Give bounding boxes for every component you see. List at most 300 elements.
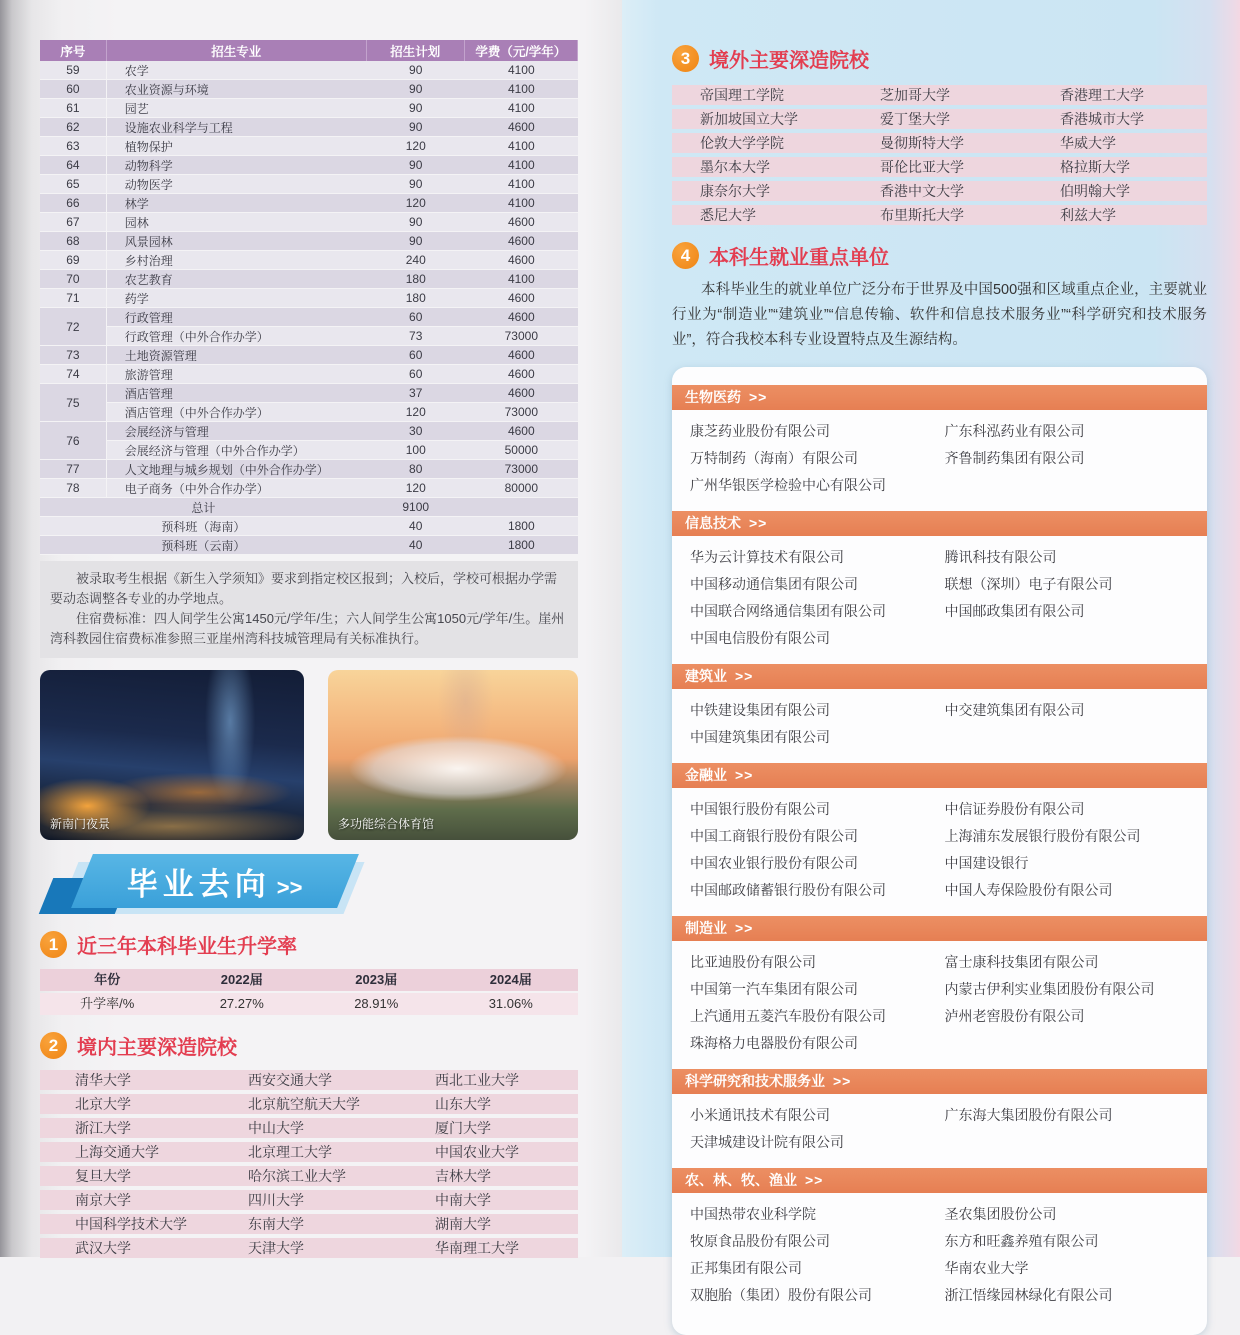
university-name: 帝国理工学院: [700, 87, 784, 103]
cell-major: 药学: [107, 289, 367, 308]
cell-fee: 4100: [465, 80, 578, 99]
cell-plan: 120: [367, 194, 465, 213]
university-row: [40, 1142, 578, 1162]
employment-category: [672, 1069, 1207, 1162]
employment-category: [672, 664, 1207, 757]
table-row: [40, 365, 578, 384]
cell-major: 会展经济与管理（中外合作办学）: [107, 441, 367, 460]
employment-category: [672, 511, 1207, 658]
table-row: [40, 232, 578, 251]
company-name: 内蒙古伊利实业集团股份有限公司: [944, 981, 1155, 997]
admission-table-header: [40, 40, 578, 61]
university-name: 四川大学: [248, 1192, 304, 1208]
company-name: 中国电信股份有限公司: [690, 630, 830, 646]
cell-major: 园艺: [107, 99, 367, 118]
cell-plan: 120: [367, 479, 465, 498]
cell-major: 林学: [107, 194, 367, 213]
cell-plan: 90: [367, 232, 465, 251]
cell-fee: 4600: [465, 251, 578, 270]
university-name: 南京大学: [75, 1192, 131, 1208]
cell-label: 总计: [40, 498, 367, 517]
photo-night-scene: [40, 670, 304, 840]
category-arrows-icon: >>: [805, 1172, 824, 1188]
photo-caption: 新南门夜景: [50, 817, 111, 831]
cell-major: 设施农业科学与工程: [107, 118, 367, 137]
cell-number: 76: [40, 422, 107, 460]
campus-photos: [40, 670, 578, 840]
university-name: 复旦大学: [75, 1168, 131, 1184]
cell-fee: 73000: [465, 403, 578, 422]
section-4-heading: [672, 241, 1207, 270]
table-row: [40, 289, 578, 308]
university-name: 中南大学: [435, 1192, 491, 1208]
company-name: 广东科泓药业有限公司: [944, 423, 1085, 439]
university-name: 湖南大学: [435, 1216, 491, 1232]
university-name: 利兹大学: [1060, 207, 1116, 223]
table-row: [40, 384, 578, 403]
table-row: [40, 479, 578, 498]
university-name: 中山大学: [248, 1120, 304, 1136]
category-name: 建筑业: [685, 668, 727, 684]
company-name: 中国银行股份有限公司: [690, 801, 830, 817]
table-row: [40, 137, 578, 156]
university-row: [40, 1238, 578, 1258]
company-name: 康芝药业股份有限公司: [690, 423, 830, 439]
university-name: 悉尼大学: [700, 207, 756, 223]
university-row: [672, 205, 1207, 225]
banner-main-shape: [71, 854, 359, 908]
note-paragraph: 住宿费标准：四人间学生公寓1450元/学年/生；六人间学生公寓1050元/学年/生。崖州湾科教园住宿费标准参照三亚崖州湾科技城管理局有关标准执行。: [50, 611, 565, 646]
cell-plan: 73: [367, 327, 465, 346]
company-name: 中国工商银行股份有限公司: [690, 828, 858, 844]
table-row: [40, 327, 578, 346]
cell-major: 动物科学: [107, 156, 367, 175]
category-columns: [672, 1193, 1207, 1315]
university-name: 北京航空航天大学: [248, 1096, 360, 1112]
cell-number: 75: [40, 384, 107, 422]
rate-header-cell: 年份: [40, 969, 175, 991]
cell-fee: 4600: [465, 384, 578, 403]
cell-major: 植物保护: [107, 137, 367, 156]
category-name: 农、林、牧、渔业: [685, 1172, 797, 1188]
admission-plan-table: [40, 40, 578, 555]
cell-plan: 180: [367, 270, 465, 289]
rate-header-cell: 2023届: [309, 969, 444, 991]
section-number-badge: 2: [40, 1032, 67, 1059]
university-row: [40, 1190, 578, 1210]
university-name: 北京理工大学: [248, 1144, 332, 1160]
category-right-column: [945, 1102, 1200, 1156]
cell-fee: 4600: [465, 213, 578, 232]
cell-number: 71: [40, 289, 107, 308]
rate-data-cell: 28.91%: [309, 993, 444, 1015]
cell-major: 园林: [107, 213, 367, 232]
university-row: [40, 1070, 578, 1090]
cell-major: 风景园林: [107, 232, 367, 251]
cell-plan: 30: [367, 422, 465, 441]
cell-fee: 4100: [465, 137, 578, 156]
cell-major: 乡村治理: [107, 251, 367, 270]
section-1-heading: [40, 930, 578, 959]
domestic-universities-list: [40, 1070, 578, 1258]
cell-fee: 4100: [465, 270, 578, 289]
category-right-column: [945, 1201, 1200, 1309]
cell-number: 78: [40, 479, 107, 498]
university-name: 曼彻斯特大学: [880, 135, 964, 151]
cell-plan: 60: [367, 365, 465, 384]
university-name: 天津大学: [248, 1240, 304, 1256]
table-row: [40, 99, 578, 118]
table-footer-row: [40, 517, 578, 536]
cell-number: 72: [40, 308, 107, 346]
section-number-badge: 3: [672, 45, 699, 72]
cell-major: 旅游管理: [107, 365, 367, 384]
company-name: 比亚迪股份有限公司: [690, 954, 816, 970]
cell-major: 人文地理与城乡规划（中外合作办学）: [107, 460, 367, 479]
university-name: 华南理工大学: [435, 1240, 519, 1256]
university-row: [40, 1094, 578, 1114]
graduation-destination-banner: [40, 852, 578, 914]
cell-plan: 90: [367, 156, 465, 175]
university-name: 香港中文大学: [880, 183, 964, 199]
table-row: [40, 80, 578, 99]
company-name: 中国第一汽车集团有限公司: [690, 981, 858, 997]
category-left-column: [690, 418, 945, 499]
cell-plan: 80: [367, 460, 465, 479]
company-name: 中国联合网络通信集团有限公司: [690, 603, 886, 619]
table-footer-row: [40, 536, 578, 555]
admission-table-body: [40, 61, 578, 555]
category-right-column: [945, 544, 1200, 652]
university-name: 芝加哥大学: [880, 87, 950, 103]
cell-plan: 120: [367, 403, 465, 422]
cell-fee: 4100: [465, 156, 578, 175]
cell-number: 61: [40, 99, 107, 118]
cell-fee: 4600: [465, 346, 578, 365]
column-header: 招生专业: [107, 40, 367, 61]
rate-data-cell: 27.27%: [175, 993, 310, 1015]
section-number-badge: 4: [672, 242, 699, 269]
cell-fee: 4100: [465, 99, 578, 118]
table-row: [40, 308, 578, 327]
company-name: 中国建设银行: [944, 855, 1029, 871]
cell-major: 行政管理（中外合作办学）: [107, 327, 367, 346]
university-name: 哈尔滨工业大学: [248, 1168, 346, 1184]
company-name: 上汽通用五菱汽车股份有限公司: [690, 1008, 886, 1024]
company-name: 牧原食品股份有限公司: [690, 1233, 830, 1249]
university-name: 西安交通大学: [248, 1072, 332, 1088]
university-name: 布里斯托大学: [880, 207, 964, 223]
rate-table-header-row: [40, 969, 578, 991]
university-name: 香港理工大学: [1060, 87, 1144, 103]
category-columns: [672, 788, 1207, 910]
cell-fee: 80000: [465, 479, 578, 498]
cell-major: 农艺教育: [107, 270, 367, 289]
university-name: 东南大学: [248, 1216, 304, 1232]
university-name: 爱丁堡大学: [880, 111, 950, 127]
category-name: 制造业: [685, 920, 727, 936]
category-header-bar: [672, 916, 1207, 941]
employment-category: [672, 1168, 1207, 1315]
category-columns: [672, 689, 1207, 757]
cell-number: 69: [40, 251, 107, 270]
cell-plan: 60: [367, 346, 465, 365]
cell-fee: 4600: [465, 422, 578, 441]
category-columns: [672, 1094, 1207, 1162]
cell-fee: 4100: [465, 175, 578, 194]
cell-number: 60: [40, 80, 107, 99]
cell-number: 63: [40, 137, 107, 156]
category-right-column: [945, 949, 1200, 1057]
company-name: 广东海大集团股份有限公司: [944, 1107, 1113, 1123]
rate-table-data-row: [40, 993, 578, 1015]
cell-plan: 90: [367, 99, 465, 118]
university-name: 北京大学: [75, 1096, 131, 1112]
table-row: [40, 156, 578, 175]
rate-header-cell: 2024届: [444, 969, 579, 991]
graduation-rate-table: [40, 969, 578, 1015]
table-row: [40, 251, 578, 270]
cell-label: 预科班（云南）: [40, 536, 367, 555]
company-name: 中交建筑集团有限公司: [944, 702, 1085, 718]
cell-plan: 180: [367, 289, 465, 308]
university-name: 中国农业大学: [435, 1144, 519, 1160]
cell-number: 59: [40, 61, 107, 80]
section-title: 本科生就业重点单位: [709, 247, 889, 269]
cell-plan: 240: [367, 251, 465, 270]
category-header-bar: [672, 1069, 1207, 1094]
company-name: 腾讯科技有限公司: [944, 549, 1057, 565]
section-title: 境内主要深造院校: [77, 1037, 237, 1059]
cell-plan: 100: [367, 441, 465, 460]
category-header-bar: [672, 664, 1207, 689]
table-row: [40, 118, 578, 137]
company-name: 中国移动通信集团有限公司: [690, 576, 858, 592]
cell-major: 行政管理: [107, 308, 367, 327]
column-header: 学费（元/学年）: [465, 40, 578, 61]
company-name: 小米通讯技术有限公司: [690, 1107, 830, 1123]
table-row: [40, 346, 578, 365]
company-name: 华南农业大学: [944, 1260, 1029, 1276]
university-row: [40, 1166, 578, 1186]
cell-fee: 4600: [465, 365, 578, 384]
cell-major: 农学: [107, 61, 367, 80]
university-name: 浙江大学: [75, 1120, 131, 1136]
category-left-column: [690, 1201, 945, 1309]
table-header-row: [40, 40, 578, 61]
university-name: 康奈尔大学: [700, 183, 770, 199]
company-name: 广州华银医学检验中心有限公司: [690, 477, 886, 493]
cell-number: 64: [40, 156, 107, 175]
cell-fee: 4100: [465, 61, 578, 80]
section-title: 境外主要深造院校: [709, 50, 869, 72]
category-right-column: [945, 796, 1200, 904]
table-row: [40, 61, 578, 80]
category-columns: [672, 410, 1207, 505]
cell-label: 预科班（海南）: [40, 517, 367, 536]
university-name: 华威大学: [1060, 135, 1116, 151]
company-name: 中铁建设集团有限公司: [690, 702, 830, 718]
category-arrows-icon: >>: [735, 767, 754, 783]
university-name: 厦门大学: [435, 1120, 491, 1136]
company-name: 浙江悟缘园林绿化有限公司: [944, 1287, 1113, 1303]
photo-stadium: [328, 670, 578, 840]
cell-fee: 4600: [465, 118, 578, 137]
university-name: 武汉大学: [75, 1240, 131, 1256]
cell-major: 酒店管理（中外合作办学）: [107, 403, 367, 422]
cell-fee: 50000: [465, 441, 578, 460]
cell-fee: 73000: [465, 327, 578, 346]
university-name: 吉林大学: [435, 1168, 491, 1184]
admission-notes: [40, 561, 578, 658]
category-arrows-icon: >>: [735, 668, 754, 684]
cell-plan: 90: [367, 213, 465, 232]
employment-category: [672, 916, 1207, 1063]
cell-fee: 1800: [465, 536, 578, 555]
left-page: [0, 0, 622, 1257]
cell-number: 70: [40, 270, 107, 289]
employment-category: [672, 385, 1207, 505]
table-row: [40, 194, 578, 213]
cell-fee: 73000: [465, 460, 578, 479]
cell-plan: 90: [367, 80, 465, 99]
category-header-bar: [672, 511, 1207, 536]
category-left-column: [690, 697, 945, 751]
category-arrows-icon: >>: [749, 515, 768, 531]
university-name: 哥伦比亚大学: [880, 159, 964, 175]
company-name: 中国农业银行股份有限公司: [690, 855, 858, 871]
cell-number: 65: [40, 175, 107, 194]
cell-major: 农业资源与环境: [107, 80, 367, 99]
company-name: 富士康科技集团有限公司: [944, 954, 1099, 970]
university-name: 香港城市大学: [1060, 111, 1144, 127]
company-name: 中国人寿保险股份有限公司: [944, 882, 1113, 898]
university-name: 中国科学技术大学: [75, 1216, 187, 1232]
company-name: 联想（深圳）电子有限公司: [944, 576, 1113, 592]
company-name: 泸州老窖股份有限公司: [944, 1008, 1085, 1024]
cell-major: 电子商务（中外合作办学）: [107, 479, 367, 498]
rate-header-cell: 2022届: [175, 969, 310, 991]
category-columns: [672, 536, 1207, 658]
cell-number: 73: [40, 346, 107, 365]
category-name: 生物医药: [685, 389, 741, 405]
company-name: 正邦集团有限公司: [690, 1260, 802, 1276]
university-row: [672, 181, 1207, 201]
cell-number: 66: [40, 194, 107, 213]
cell-plan: 120: [367, 137, 465, 156]
category-left-column: [690, 1102, 945, 1156]
cell-plan: 90: [367, 175, 465, 194]
category-header-bar: [672, 1168, 1207, 1193]
employment-intro-text: 本科毕业生的就业单位广泛分布于世界及中国500强和区域重点企业，主要就业行业为“制造业”“建筑业”“信息传输、软件和信息技术服务业”“科学研究和技术服务业”，符合我校本科专业设置特点及生源结构。: [672, 282, 1207, 348]
banner-title: 毕业去向: [127, 866, 272, 902]
university-name: 新加坡国立大学: [700, 111, 798, 127]
category-header-bar: [672, 385, 1207, 410]
category-columns: [672, 941, 1207, 1063]
university-name: 西北工业大学: [435, 1072, 519, 1088]
company-name: 中国邮政集团有限公司: [944, 603, 1085, 619]
table-row: [40, 460, 578, 479]
cell-number: 77: [40, 460, 107, 479]
company-name: 珠海格力电器股份有限公司: [690, 1035, 858, 1051]
category-arrows-icon: >>: [833, 1073, 852, 1089]
section-2-heading: [40, 1031, 578, 1060]
employment-intro: [672, 278, 1207, 353]
university-name: 山东大学: [435, 1096, 491, 1112]
cell-plan: 37: [367, 384, 465, 403]
cell-major: 土地资源管理: [107, 346, 367, 365]
university-name: 上海交通大学: [75, 1144, 159, 1160]
table-row: [40, 213, 578, 232]
company-name: 中国邮政储蓄银行股份有限公司: [690, 882, 886, 898]
company-name: 中国建筑集团有限公司: [690, 729, 830, 745]
table-row: [40, 441, 578, 460]
cell-fee: [465, 498, 578, 517]
cell-major: 会展经济与管理: [107, 422, 367, 441]
category-name: 科学研究和技术服务业: [685, 1073, 825, 1089]
cell-fee: 4100: [465, 194, 578, 213]
column-header: 招生计划: [367, 40, 465, 61]
right-page: [622, 0, 1240, 1303]
company-name: 中信证券股份有限公司: [944, 801, 1085, 817]
table-footer-row: [40, 498, 578, 517]
category-right-column: [945, 697, 1200, 751]
column-header: 序号: [40, 40, 107, 61]
category-arrows-icon: >>: [749, 389, 768, 405]
university-name: 伦敦大学学院: [700, 135, 784, 151]
table-row: [40, 403, 578, 422]
cell-fee: 1800: [465, 517, 578, 536]
company-name: 华为云计算技术有限公司: [690, 549, 844, 565]
photo-caption: 多功能综合体育馆: [338, 817, 435, 831]
category-name: 信息技术: [685, 515, 741, 531]
rate-data-cell: 升学率/%: [40, 993, 175, 1015]
company-name: 万特制药（海南）有限公司: [690, 450, 858, 466]
overseas-universities-list: [672, 85, 1207, 225]
table-row: [40, 175, 578, 194]
university-row: [40, 1214, 578, 1234]
cell-plan: 60: [367, 308, 465, 327]
cell-plan: 90: [367, 118, 465, 137]
section-title: 近三年本科毕业生升学率: [77, 936, 297, 958]
table-row: [40, 270, 578, 289]
section-number-badge: 1: [40, 931, 67, 958]
cell-number: 74: [40, 365, 107, 384]
employment-category: [672, 763, 1207, 910]
cell-number: 67: [40, 213, 107, 232]
rate-data-cell: 31.06%: [444, 993, 579, 1015]
cell-fee: 4600: [465, 289, 578, 308]
category-arrows-icon: >>: [735, 920, 754, 936]
cell-fee: 4600: [465, 232, 578, 251]
university-name: 墨尔本大学: [700, 159, 770, 175]
cell-fee: 4600: [465, 308, 578, 327]
company-name: 齐鲁制药集团有限公司: [944, 450, 1085, 466]
cell-plan: 9100: [367, 498, 465, 517]
category-right-column: [945, 418, 1200, 499]
company-name: 上海浦东发展银行股份有限公司: [944, 828, 1141, 844]
company-name: 中国热带农业科学院: [690, 1206, 816, 1222]
category-name: 金融业: [685, 767, 727, 783]
section-3-heading: [672, 44, 1207, 73]
university-row: [40, 1118, 578, 1138]
university-name: 格拉斯大学: [1060, 159, 1130, 175]
cell-number: 62: [40, 118, 107, 137]
university-row: [672, 85, 1207, 105]
category-left-column: [690, 796, 945, 904]
company-name: 天津城建设计院有限公司: [690, 1134, 844, 1150]
cell-plan: 40: [367, 517, 465, 536]
